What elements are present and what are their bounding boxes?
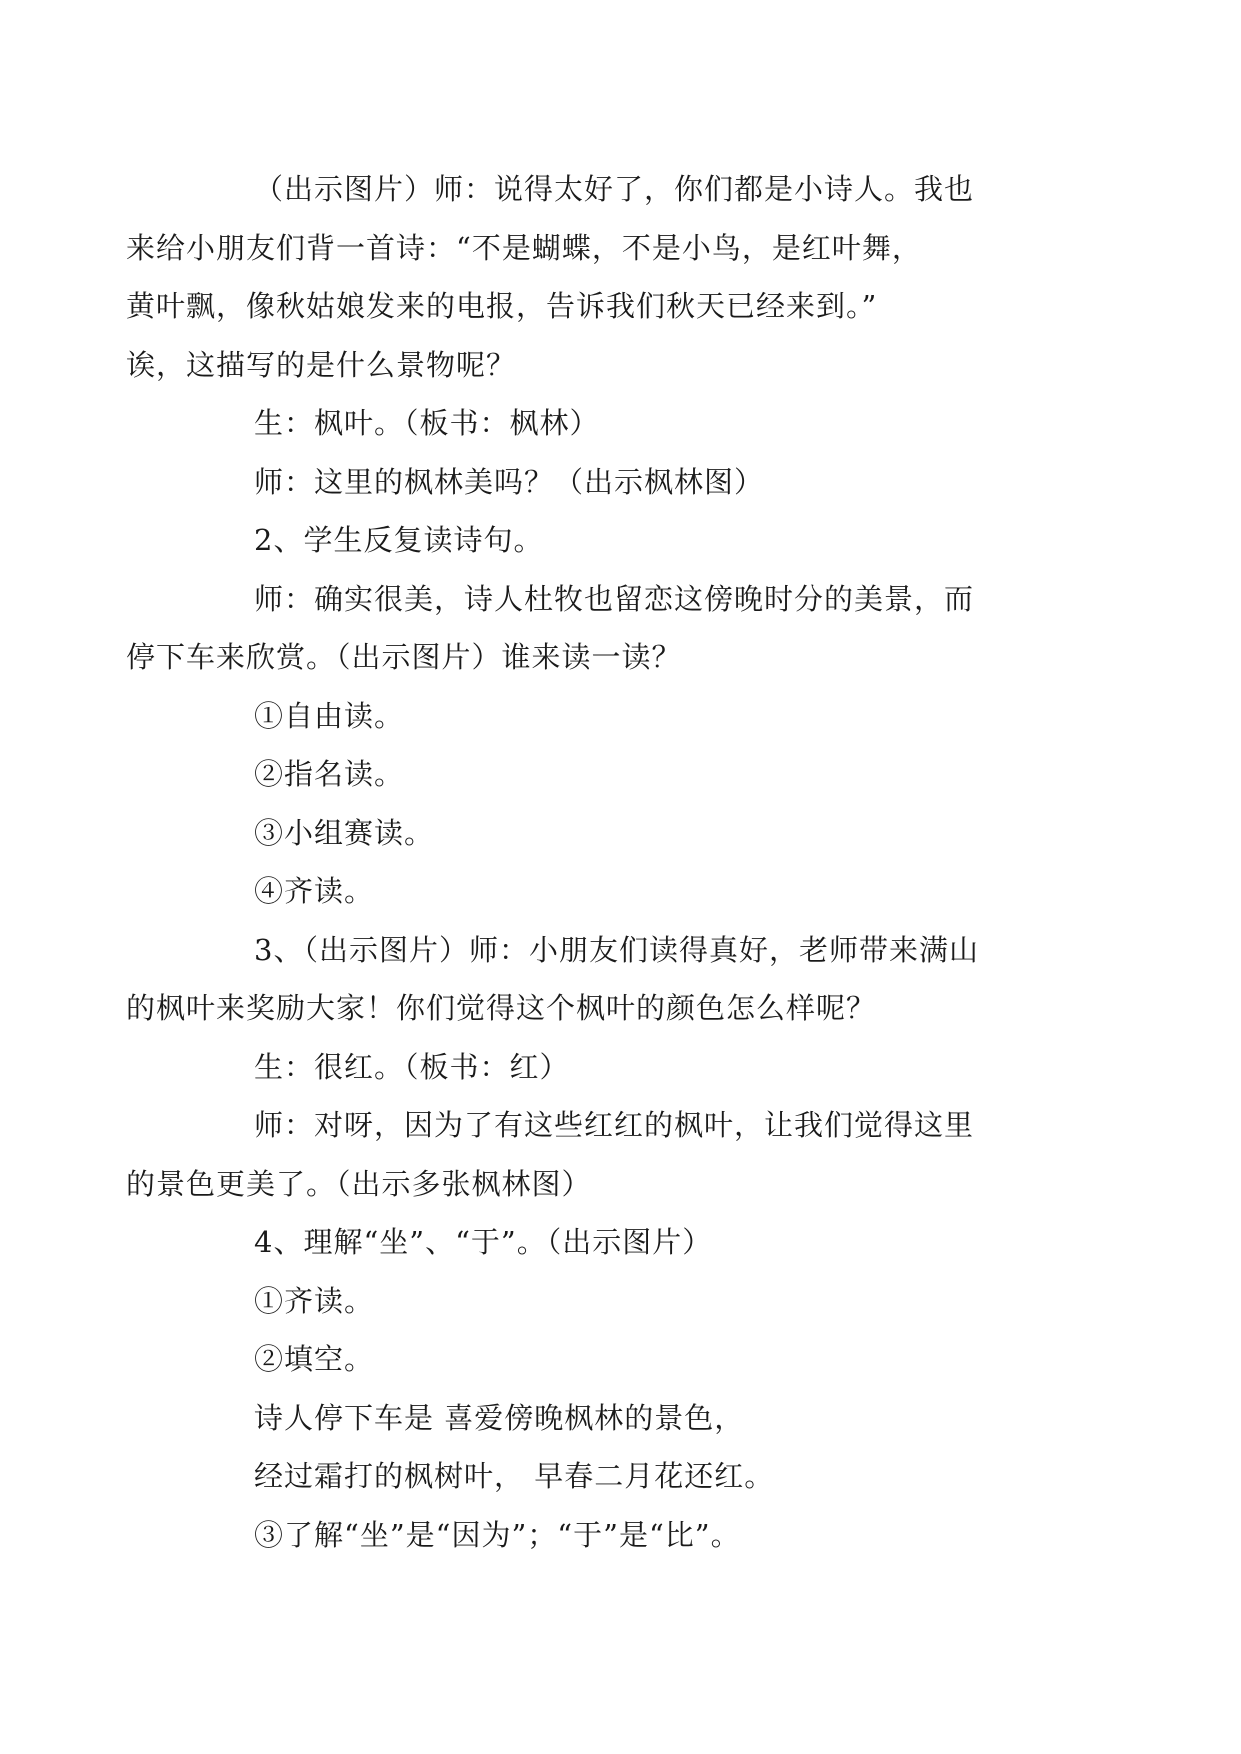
paragraph-13 bbox=[190, 1213, 1070, 1272]
text-line: 师：这里的枫林美吗？（出示枫林图） bbox=[254, 464, 765, 499]
paragraph-10 bbox=[126, 921, 1070, 1038]
paragraph-14 bbox=[190, 1272, 1070, 1331]
paragraph-7 bbox=[190, 745, 1070, 804]
text-line: 经过霜打的枫树叶， 早春二月花还红。 bbox=[254, 1459, 775, 1493]
paragraph-15 bbox=[190, 1330, 1070, 1389]
paragraph-8 bbox=[190, 804, 1070, 863]
text-line: 黄叶飘，像秋姑娘发来的电报，告诉我们秋天已经来到。” bbox=[126, 289, 878, 323]
text-line: 的景色更美了。（出示多张枫林图） bbox=[126, 1166, 592, 1201]
text-line: ①齐读。 bbox=[254, 1283, 375, 1318]
text-line: 的枫叶来奖励大家！你们觉得这个枫叶的颜色怎么样呢？ bbox=[126, 991, 877, 1025]
text-line: 4、理解“坐”、“于”。（出示图片） bbox=[254, 1225, 713, 1259]
paragraph-11 bbox=[190, 1038, 1070, 1097]
text-line: ③了解“坐”是“因为”；“于”是“比”。 bbox=[254, 1517, 741, 1552]
paragraph-12 bbox=[126, 1096, 1070, 1213]
paragraph-16 bbox=[190, 1389, 1070, 1448]
document-body bbox=[126, 160, 1070, 1564]
text-line: 师：对呀，因为了有这些红红的枫叶，让我们觉得这里 bbox=[254, 1108, 975, 1142]
text-line: 停下车来欣赏。（出示图片）谁来读一读？ bbox=[126, 640, 682, 674]
text-line: 2、学生反复读诗句。 bbox=[254, 523, 544, 557]
paragraph-18 bbox=[190, 1506, 1070, 1565]
text-line: 诶，这描写的是什么景物呢？ bbox=[126, 347, 517, 382]
paragraph-9 bbox=[190, 862, 1070, 921]
paragraph-4 bbox=[190, 511, 1070, 570]
text-line: （出示图片）师：说得太好了，你们都是小诗人。我也 bbox=[254, 172, 975, 206]
paragraph-3 bbox=[190, 453, 1070, 512]
text-line: 诗人停下车是 喜爱傍晚枫林的景色， bbox=[254, 1400, 745, 1435]
paragraph-2 bbox=[190, 394, 1070, 453]
text-line: 生：很红。（板书：红） bbox=[254, 1049, 570, 1084]
text-line: 生：枫叶。（板书：枫林） bbox=[254, 406, 600, 440]
text-line: ①自由读。 bbox=[254, 698, 405, 733]
text-line: ②指名读。 bbox=[254, 757, 405, 791]
paragraph-6 bbox=[190, 687, 1070, 746]
text-line: ③小组赛读。 bbox=[254, 815, 435, 850]
text-line: ④齐读。 bbox=[254, 874, 375, 908]
text-line: 3、（出示图片）师：小朋友们读得真好，老师带来满山 bbox=[254, 932, 979, 967]
paragraph-1 bbox=[126, 160, 1070, 394]
text-line: ②填空。 bbox=[254, 1342, 375, 1376]
text-line: 来给小朋友们背一首诗：“不是蝴蝶，不是小鸟，是红叶舞， bbox=[126, 230, 922, 265]
text-line: 师：确实很美，诗人杜牧也留恋这傍晚时分的美景，而 bbox=[254, 581, 975, 616]
paragraph-5 bbox=[126, 570, 1070, 687]
paragraph-17 bbox=[190, 1447, 1070, 1506]
